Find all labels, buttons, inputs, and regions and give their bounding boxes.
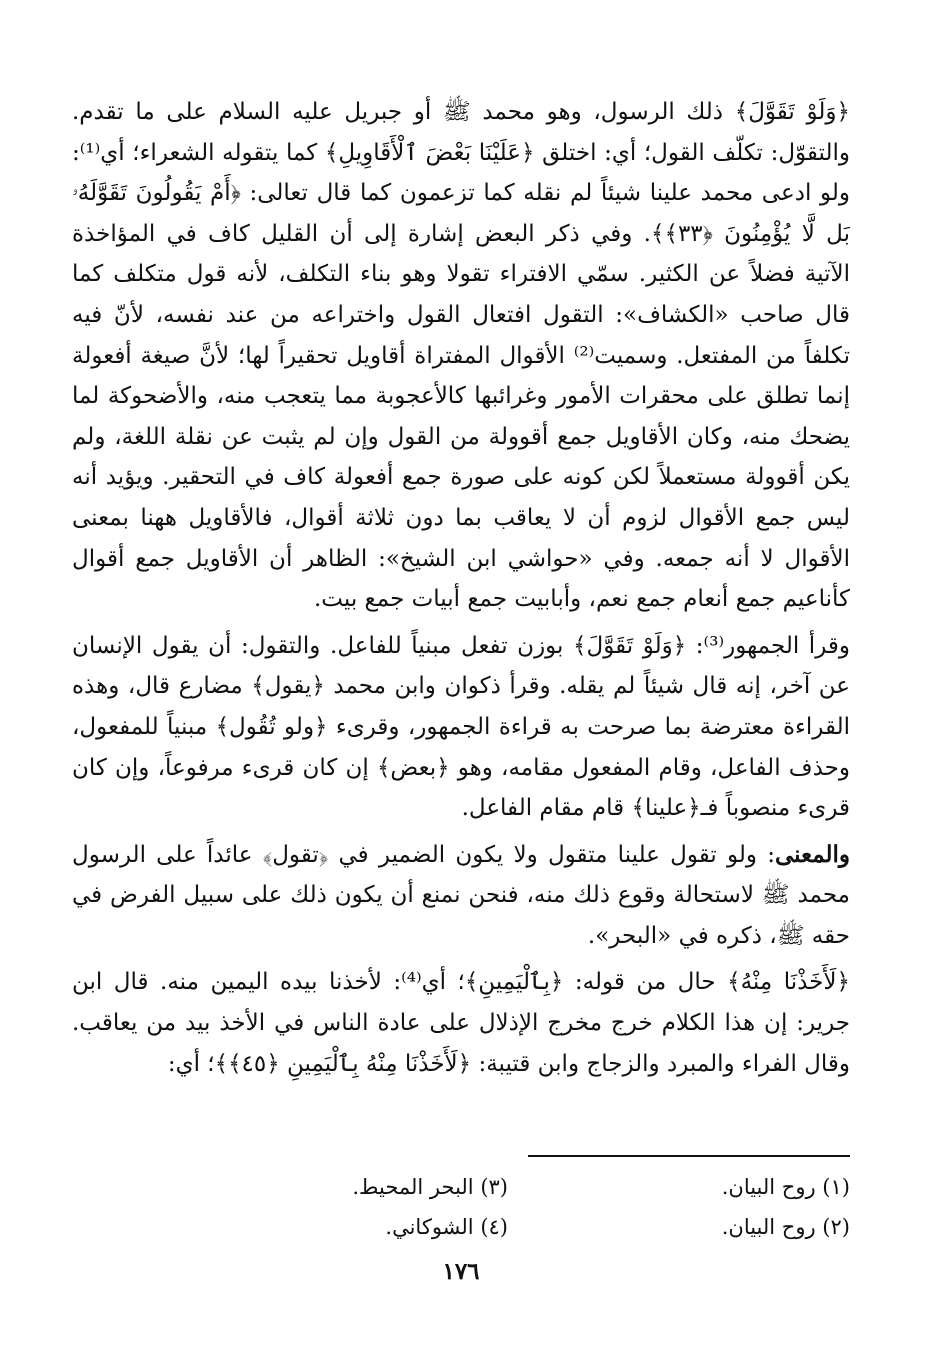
paragraph-1: ﴿وَلَوْ تَقَوَّلَ﴾ ذلك الرسول، وهو محمد ﷺ أو جبريل عليه السلام على ما تقدم. والتقوّل: تكلّف القول؛ أي: اختلق ﴿عَلَيْنَا بَعْضَ ٱلْأَقَاوِيلِ﴾ كما يتقوله الشعراء؛ أي⁽¹⁾: ولو ادعى محمد علينا شيئاً لم نقله كما تزعمون كما قال تعالى: ﴿أَمْ يَقُولُونَ تَقَوَّلَهُۥ بَل لَّا يُؤْمِنُونَ ﴿٣٣﴾﴾. وفي ذكر البعض إشارة إلى أن القليل كاف في المؤاخذة الآتية فضلاً عن الكثير. سمّي الافتراء تقولا وهو بناء التكلف، لأنه قول متكلف كما قال صاحب «الكشاف»: التقول افتعال القول واختراعه من عند نفسه، لأنّ فيه تكلفاً من المفتعل. وسميت⁽²⁾ الأقوال المفتراة أقاويل تحقيراً لها؛ لأنَّ صيغة أفعولة إنما تطلق على محقرات الأمور وغرائبها كالأعجوبة مما يتعجب منه، والأضحوكة لما يضحك منه، وكان الأقاويل جمع أقوولة من القول وإن لم يثبت عن نقلة اللغة، ولم يكن أقوولة مستعملاً لكن كونه على صورة جمع أفعولة كاف في التحقير. ويؤيد أنه ليس جمع الأقوال لزوم أن لا يعاقب بما دون ثلاثة أقوال، فالأقاويل ههنا بمعنى الأقوال لا أنه جمعه. وفي «حواشي ابن الشيخ»: الظاهر أن الأقاويل جمع أقوال كأناعيم جمع أنعام جمع نعم، وأبابيت جمع أبيات جمع بيت.: [72, 99, 850, 613]
footnotes: [72, 1172, 850, 1242]
footnote-1: (١) روح البيان.: [721, 1175, 850, 1199]
paragraph-2: وقرأ الجمهور⁽³⁾: ﴿وَلَوْ تَقَوَّلَ﴾ بوزن تفعل مبنياً للفاعل. والتقول: أن يقول الإنسان عن آخر، إنه قال شيئاً لم يقله. وقرأ ذكوان وابن محمد ﴿يقول﴾ مضارع قال، وهذه القراءة معترضة بما صرحت به قراءة الجمهور، وقرىء ﴿ولو تُقُول﴾ مبنياً للمفعول، وحذف الفاعل، وقام المفعول مقامه، وهو ﴿بعض﴾ إن كان قرىء مرفوعاً، وإن كان قرىء منصوباً فـ﴿علينا﴾ قام مقام الفاعل.: [72, 632, 850, 822]
paragraph-3-text: : ولو تقول علينا متقول ولا يكون الضمير في ﴿تقول﴾ عائداً على الرسول محمد ﷺ لاستحالة وقوع ذلك منه، فنحن نمنع أن يكون ذلك على سبيل الفرض في حقه ﷺ، ذكره في «البحر».: [72, 841, 850, 949]
paragraph-3-label: والمعنى: [774, 840, 850, 868]
footnote-2: (٢) روح البيان.: [721, 1215, 850, 1239]
paragraph-3: [72, 835, 850, 957]
paragraph-4: ﴿لَأَخَذْنَا مِنْهُ﴾ حال من قوله: ﴿بِٱلْيَمِينِ﴾؛ أي⁽⁴⁾: لأخذنا بيده اليمين منه. قال ابن جرير: إن هذا الكلام خرج مخرج الإذلال على عادة الناس في الأخذ بيد من يعاقب. وقال الفراء والمبرد والزجاج وابن قتيبة: ﴿لَأَخَذْنَا مِنْهُ بِٱلْيَمِينِ ﴿٤٥﴾﴾؛ أي:: [72, 969, 850, 1077]
footnote-separator: [528, 1155, 850, 1157]
page-number: ١٧٦: [442, 1258, 480, 1285]
footnote-4: (٤) الشوكاني.: [385, 1215, 508, 1239]
footnote-3: (٣) البحر المحيط.: [352, 1175, 508, 1199]
main-text: [72, 92, 850, 1084]
document-page: [72, 92, 850, 1292]
